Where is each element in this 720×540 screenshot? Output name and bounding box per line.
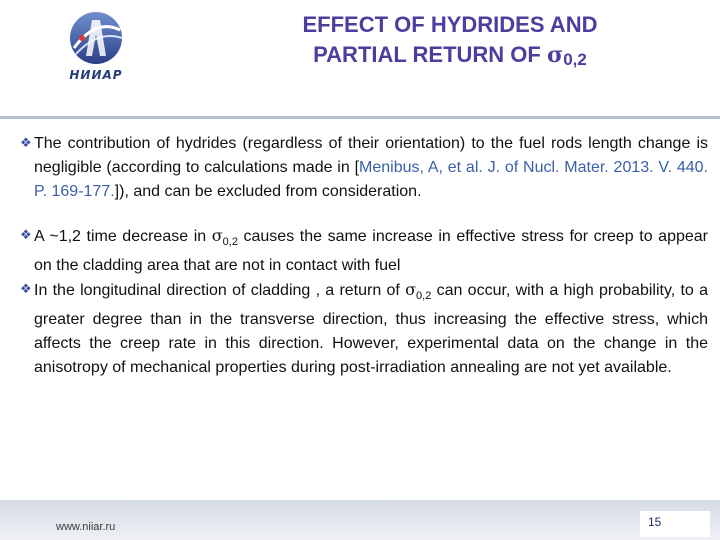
bullet-text: The contribution of hydrides (regardless of their orientation) to the fuel rods length change is negligible (according to calculations made in [ bbox=[34, 135, 708, 176]
bullet-item-stress-increase bbox=[22, 224, 708, 278]
reference-citation: Menibus, A, et al. J. of Nucl. Mater. 2013. V. 440. P. 169-177. bbox=[34, 159, 708, 200]
title-sigma-symbol: σ bbox=[546, 42, 564, 68]
niiar-logo-icon bbox=[46, 8, 146, 88]
sigma-symbol: σ bbox=[405, 280, 417, 299]
page-title bbox=[200, 10, 700, 75]
footer-url[interactable]: www.niiar.ru bbox=[56, 521, 116, 533]
bullet-text: ]), and can be excluded from consideration. bbox=[114, 183, 422, 200]
sigma-symbol: σ bbox=[211, 226, 223, 245]
page-number: 15 bbox=[648, 515, 662, 529]
bullet-text: can occur, with a high probability, to a greater degree than in the transverse direction, thus increasing the effective stress, which affects the creep rate in this direction. However, experimental data on the change in the anisotropy of mechanical properties during post-irradiation annealing are not yet available. bbox=[34, 282, 708, 376]
sigma-subscript: 0,2 bbox=[222, 236, 238, 248]
bullet-item-longitudinal bbox=[22, 278, 708, 380]
diamond-bullet-icon: ❖ bbox=[20, 281, 32, 296]
header-divider bbox=[0, 116, 720, 119]
diamond-bullet-icon: ❖ bbox=[20, 227, 32, 242]
title-line-2-text: PARTIAL RETURN OF bbox=[313, 42, 547, 67]
logo-emblem bbox=[46, 8, 146, 68]
slide-body bbox=[22, 132, 708, 380]
bullet-text: causes the same increase in effective stress for creep to appear on the cladding area that are not in contact with fuel bbox=[34, 228, 708, 274]
slide-header bbox=[0, 0, 720, 100]
bullet-item-hydrides bbox=[22, 132, 708, 204]
sigma-subscript: 0,2 bbox=[416, 290, 432, 302]
bullet-text: A ~1,2 time decrease in bbox=[34, 228, 212, 245]
bullet-text: In the longitudinal direction of cladding , a return of bbox=[34, 282, 406, 299]
logo-text: НИИАР bbox=[69, 68, 123, 82]
title-line-2 bbox=[200, 40, 700, 75]
title-sigma-subscript: 0,2 bbox=[563, 50, 587, 69]
diamond-bullet-icon: ❖ bbox=[20, 135, 32, 150]
footer-bar bbox=[0, 500, 720, 540]
title-line-1: EFFECT OF HYDRIDES AND bbox=[302, 12, 598, 37]
